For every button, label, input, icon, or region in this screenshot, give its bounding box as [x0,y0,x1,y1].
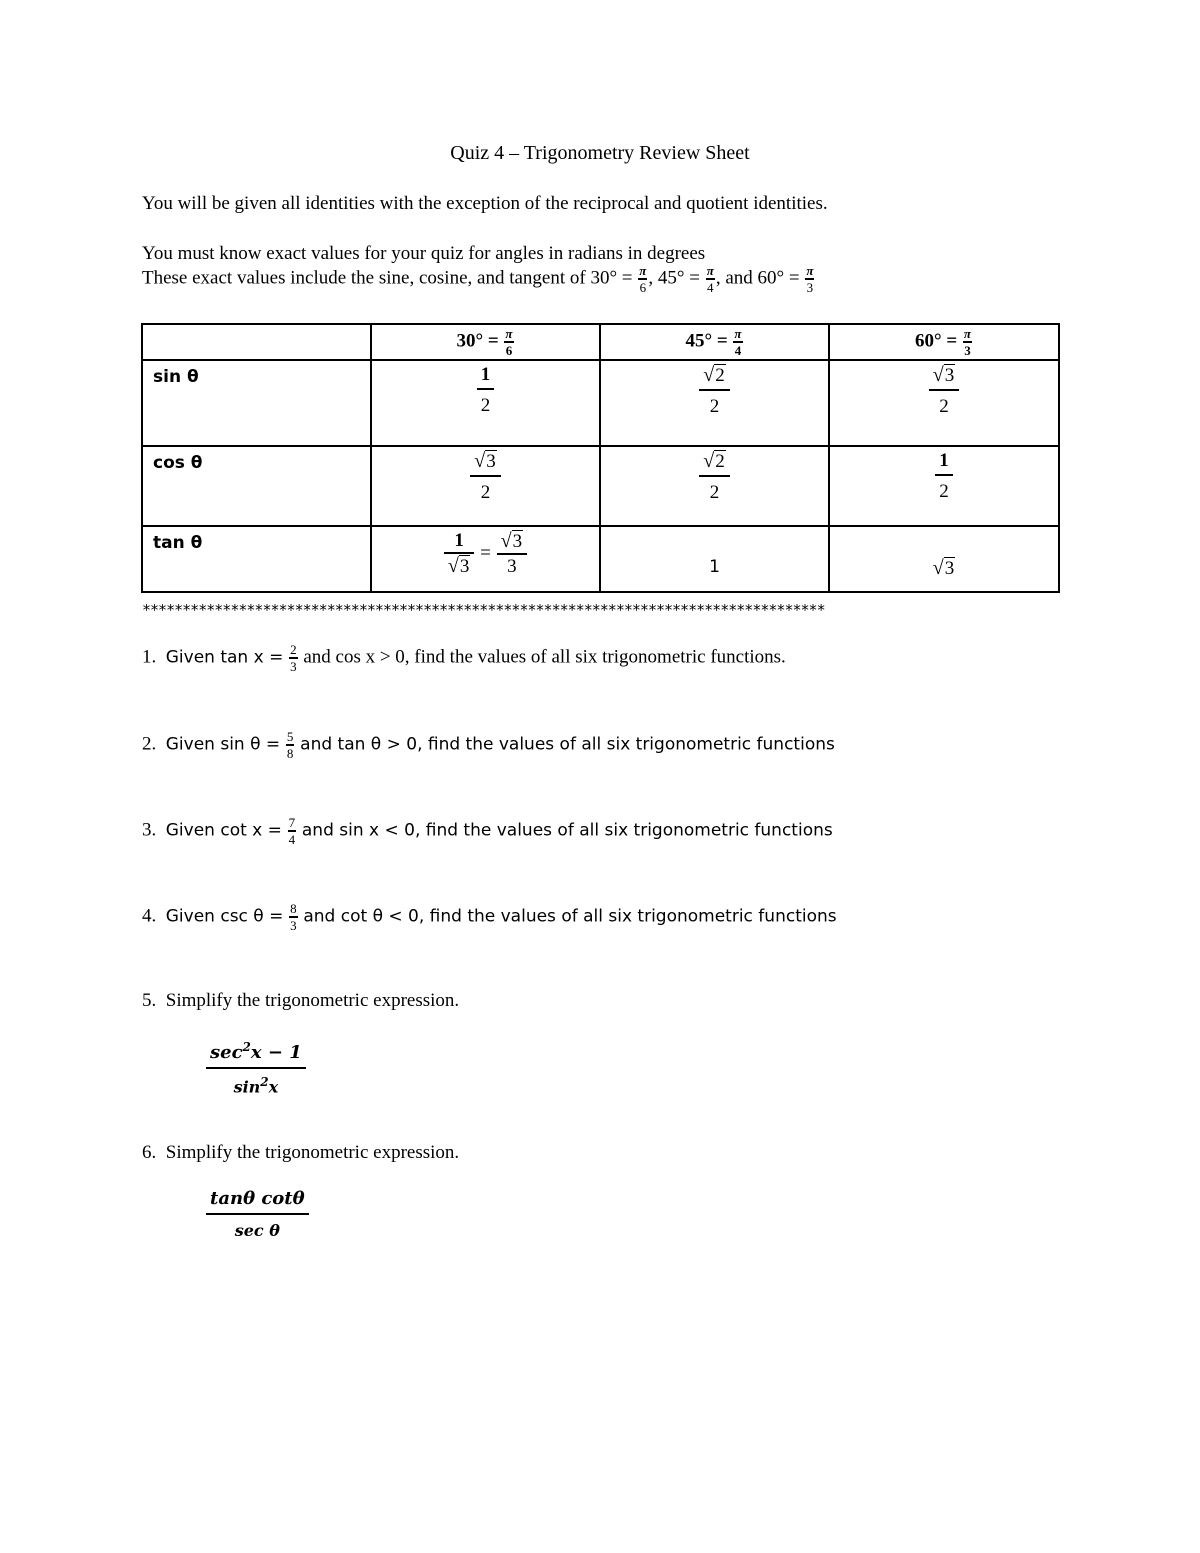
separator-line: ************************************************************************************* [142,601,825,619]
table-corner-cell [142,324,371,360]
intro-angles-mid2: , and 60° = [715,267,800,289]
expression-6: tanθ cotθ sec θ [206,1188,309,1240]
expression-5: $\sec^2x - 1$ $\sin^2x$ [206,1040,306,1096]
page-title: Quiz 4 – Trigonometry Review Sheet [450,142,750,164]
exact-values-table [141,323,1060,593]
problem-6: 6. Simplify the trigonometric expression. [142,1142,460,1163]
cell-tan-60: √3 [829,526,1059,592]
cell-cos-30: $\frac{√3}{2}$ [371,446,600,526]
problem-2: 2. Given sin θ = $\frac{5}{8}$ and tan θ > 0, find the values of all six trigonometric functions [142,729,835,761]
fraction-pi-4: $\frac{\pi}{4}$ [706,263,714,295]
intro-angles-mid1: , 45° = [648,267,700,289]
header-30-deg: 30° = $\frac{\pi}{6}$ [371,324,600,360]
header-60-deg: 60° = $\frac{\pi}{3}$ [829,324,1059,360]
table-row-cos [142,446,1059,526]
intro-identities: You will be given all identities with the exception of the reciprocal and quotient identities. [142,193,828,214]
header-45-deg: 45° = $\frac{\pi}{4}$ [600,324,829,360]
table-row-tan [142,526,1059,592]
intro-angles-prefix: These exact values include the sine, cosine, and tangent of 30° = [142,267,633,289]
problem-4: 4. Given csc θ = $\frac{8}{3}$ and cot θ < 0, find the values of all six trigonometric functions [142,901,837,933]
cell-cos-45: $\frac{√2}{2}$ [600,446,829,526]
table-row-sin [142,360,1059,446]
cell-sin-60: $\frac{√3}{2}$ [829,360,1059,446]
row-label-cos: cos θ [142,446,371,526]
problem-1: 1. Given tan x = $\frac{2}{3}$ and cos x > 0, find the values of all six trigonometric functions. [142,642,786,674]
cell-tan-30: $\frac{1}{√3}$ = $\frac{√3}{3}$ [371,526,600,592]
row-label-sin: sin θ [142,360,371,446]
cell-cos-60: $\frac{1}{2}$ [829,446,1059,526]
intro-exact-values: You must know exact values for your quiz for angles in radians in degrees [142,243,706,264]
intro-angles [142,264,815,294]
row-label-tan: tan θ [142,526,371,592]
cell-sin-45: $\frac{√2}{2}$ [600,360,829,446]
problem-3: 3. Given cot x = $\frac{7}{4}$ and sin x < 0, find the values of all six trigonometric functions [142,815,833,847]
fraction-pi-3: $\frac{\pi}{3}$ [806,263,814,295]
cell-tan-45: 1 [600,526,829,592]
cell-sin-30: $\frac{1}{2}$ [371,360,600,446]
problem-5: 5. Simplify the trigonometric expression. [142,990,460,1011]
fraction-pi-6: $\frac{\pi}{6}$ [639,263,647,295]
table-header-row [142,324,1059,360]
